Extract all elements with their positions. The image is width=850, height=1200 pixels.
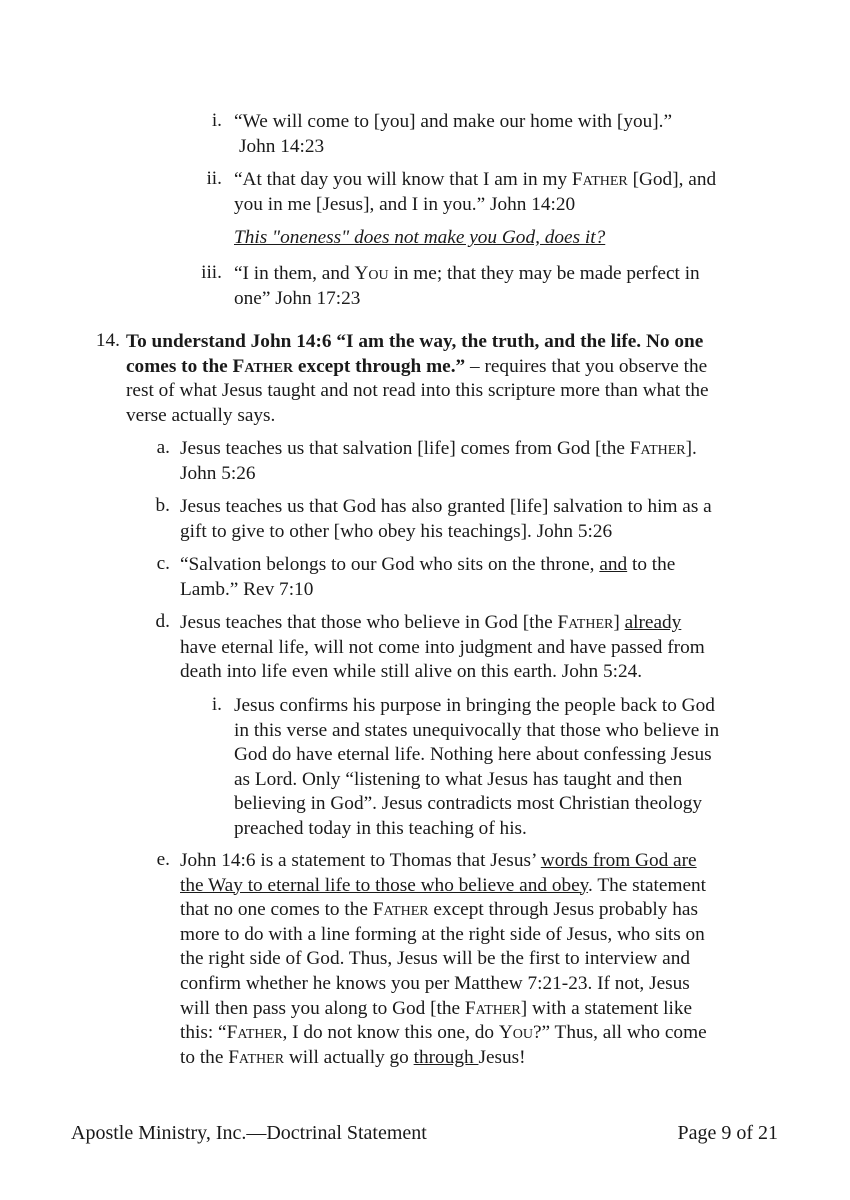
item-c [180, 553, 675, 602]
text: will then pass you along to God [the [180, 997, 465, 1019]
item-b-line2: gift to give to other [who obey his teachings]. John 5:26 [180, 520, 613, 542]
item-e [180, 849, 707, 1070]
father-smallcaps: Father [571, 169, 628, 190]
text: Jesus! [478, 1046, 526, 1068]
text: – requires that you observe the [465, 355, 708, 377]
item-e-line7 [180, 997, 707, 1022]
item-b-label: b. [155, 495, 170, 516]
underlined-text: words from God are [540, 850, 697, 871]
item-d-line1 [180, 611, 705, 636]
father-smallcaps: Father [372, 899, 429, 921]
father-smallcaps: Father [557, 612, 614, 633]
item-d-i-line3: God do have eternal life. Nothing here about confessing Jesus [234, 744, 712, 766]
item-iii-line1 [234, 262, 700, 287]
father-smallcaps: Father [232, 355, 294, 377]
item-a [180, 437, 697, 486]
item-d-i-line5: believing in God”. Jesus contradicts most Christian theology [234, 793, 703, 815]
text: to the [180, 1046, 229, 1068]
text: this: “ [180, 1022, 227, 1044]
item-d-label: d. [155, 611, 170, 632]
item-a-line2: John 5:26 [180, 462, 256, 484]
item-ii-line2: you in me [Jesus], and I in you.” John 14:20 [234, 193, 576, 215]
father-smallcaps: Father [228, 1046, 285, 1068]
underlined-and: and [599, 554, 628, 575]
item-d-i-line6: preached today in this teaching of his. [234, 817, 527, 839]
text: except through me.” [293, 355, 466, 377]
text: “I in them, and [234, 263, 355, 284]
item-a-line1 [180, 437, 697, 462]
item-d-i-label: i. [211, 694, 222, 715]
text: ] [613, 612, 625, 633]
underlined-through: through [413, 1046, 479, 1068]
item-d-i-line4: as Lord. Only “listening to what Jesus has taught and then [234, 768, 683, 790]
item-14 [126, 330, 709, 428]
item-e-line2 [180, 874, 707, 899]
item-i-line1: “We will come to [you] and make our home with [you].” [234, 111, 673, 132]
item-14-line2 [126, 355, 709, 380]
item-e-line3 [180, 898, 707, 923]
item-iii-line2: one” John 17:23 [234, 287, 361, 309]
item-14-line3: rest of what Jesus taught and not read into this scripture more than what the [126, 380, 709, 402]
text: ] with a statement like [520, 997, 693, 1019]
item-14-number: 14. [95, 330, 120, 351]
underlined-already: already [624, 612, 682, 633]
text: [God], and [627, 169, 717, 190]
item-14-line4: verse actually says. [126, 404, 276, 426]
text: to the [627, 554, 676, 575]
father-smallcaps: Father [464, 997, 521, 1019]
item-c-line1 [180, 553, 675, 578]
text: in me; that they may be made perfect in [388, 263, 700, 284]
item-ii [234, 168, 716, 251]
you-smallcaps: You [354, 263, 389, 284]
footer-doc-title: Apostle Ministry, Inc.—Doctrinal Statement [71, 1122, 427, 1144]
item-i [234, 110, 672, 159]
you-smallcaps: You [498, 1022, 533, 1044]
text: except through Jesus probably has [428, 899, 698, 921]
item-e-line5: the right side of God. Thus, Jesus will be the first to interview and [180, 948, 690, 970]
text: will actually go [284, 1046, 414, 1068]
item-b [180, 495, 712, 544]
text: “Salvation belongs to our God who sits on the throne, [180, 554, 600, 575]
item-i-line2: John 14:23 [239, 135, 325, 157]
text: that no one comes to the [180, 899, 373, 921]
text: comes to the [126, 355, 233, 377]
text: Jesus teaches us that salvation [life] comes from God [the [180, 438, 630, 459]
father-smallcaps: Father [629, 438, 686, 459]
item-e-label: e. [156, 849, 170, 870]
item-d-i [234, 694, 719, 842]
text: ?” Thus, all who come [532, 1022, 707, 1044]
item-iii [234, 262, 700, 311]
item-b-line1: Jesus teaches us that God has also granted [life] salvation to him as a [180, 496, 712, 517]
item-d-i-line2: in this verse and states unequivocally that those who believe in [234, 719, 720, 741]
item-d-line3: death into life even while still alive on this earth. John 5:24. [180, 661, 643, 683]
item-iii-label: iii. [201, 262, 222, 283]
text: Jesus teaches that those who believe in God [the [180, 612, 558, 633]
text: “At that day you will know that I am in my [234, 169, 572, 190]
item-c-label: c. [156, 553, 170, 574]
underlined-text: the Way to eternal life to those who believe and obey [180, 874, 589, 896]
text: John 14:6 is a statement to Thomas that Jesus’ [180, 850, 541, 871]
item-ii-line1 [234, 168, 716, 193]
item-a-label: a. [156, 437, 170, 458]
item-e-line4: more to do with a line forming at the right side of Jesus, who sits on [180, 923, 705, 945]
item-e-line6: confirm whether he knows you per Matthew 7:21-23. If not, Jesus [180, 972, 690, 994]
text: ]. [685, 438, 697, 459]
item-d-line2: have eternal life, will not come into judgment and have passed from [180, 636, 705, 658]
item-e-line1 [180, 849, 707, 874]
item-d-i-line1: Jesus confirms his purpose in bringing the people back to God [234, 695, 715, 716]
item-e-line8 [180, 1021, 707, 1046]
page-number: Page 9 of 21 [677, 1122, 778, 1144]
text: . The statement [588, 874, 707, 896]
item-i-label: i. [211, 110, 222, 131]
item-e-line9 [180, 1046, 707, 1071]
text: , I do not know this one, do [282, 1022, 499, 1044]
father-smallcaps: Father [226, 1022, 283, 1044]
item-ii-label: ii. [206, 168, 222, 189]
item-d [180, 611, 705, 685]
item-14-line1: To understand John 14:6 “I am the way, the truth, and the life. No one [126, 331, 704, 352]
oneness-note: This "oneness" does not make you God, does it? [234, 227, 606, 249]
item-c-line2: Lamb.” Rev 7:10 [180, 578, 314, 600]
